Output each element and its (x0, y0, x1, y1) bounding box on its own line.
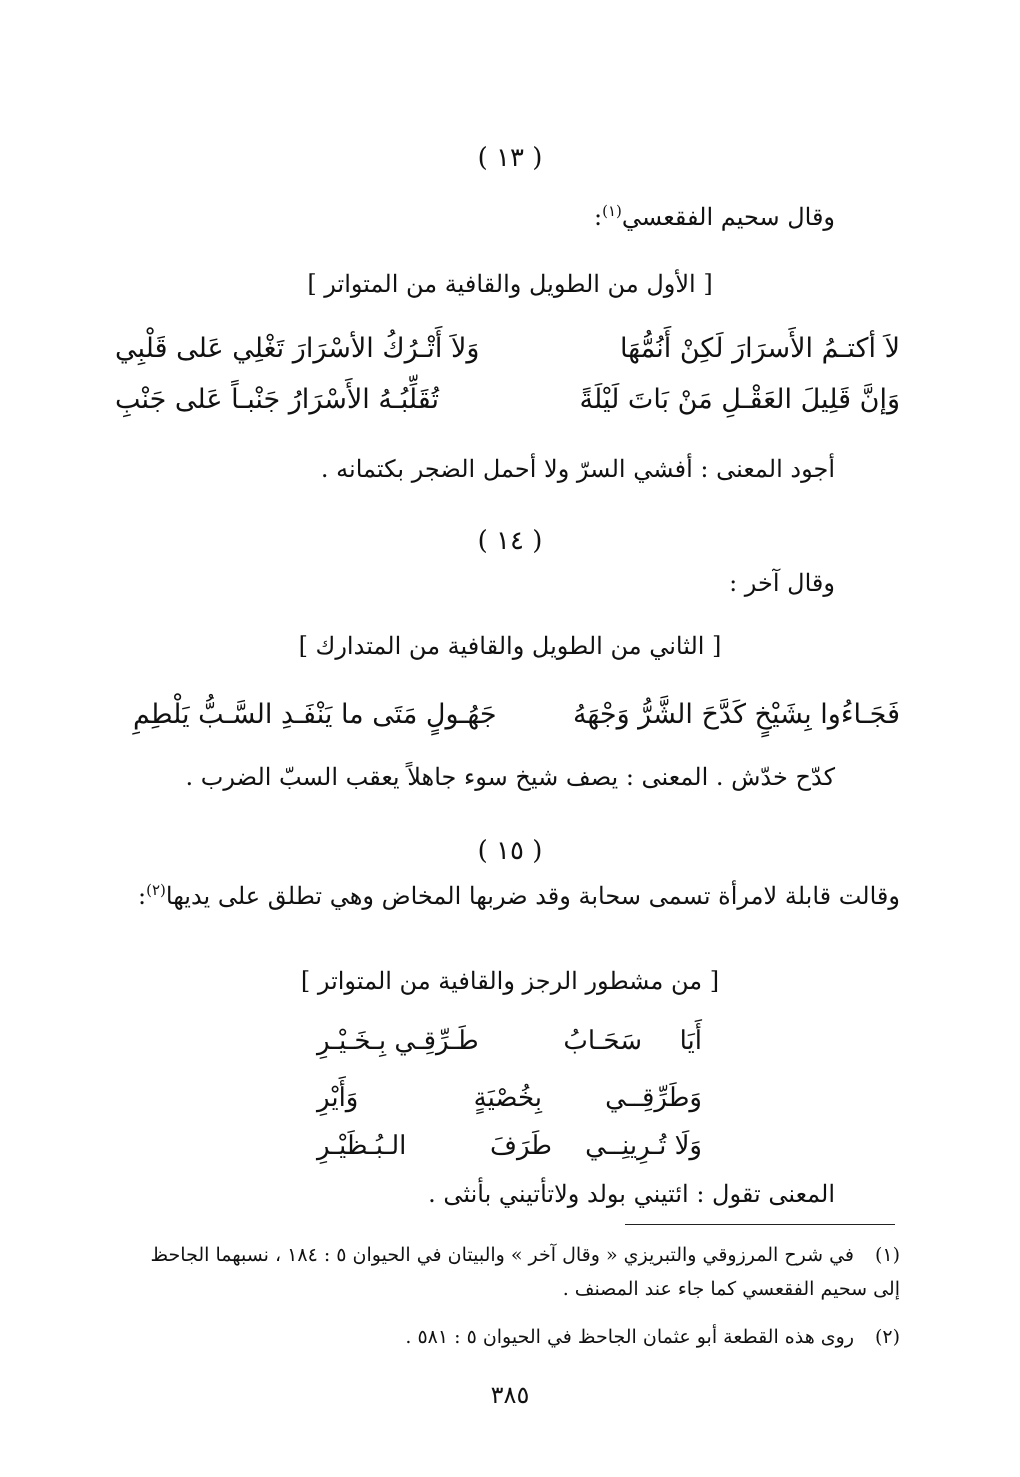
verse-second-hemistich: وَلاَ أَتْـرُكُ الأسْرَارَ تَغْلِي عَلى قَلْبِي (115, 333, 480, 364)
rajaz-word: أَيَا (679, 1026, 702, 1056)
intro-text: وقال سحيم الفقعسي (621, 203, 835, 231)
section-13-meter: [ الأول من الطويل والقافية من المتواتر ] (307, 270, 713, 298)
section-13-intro (594, 202, 835, 231)
footnote-text: في شرح المرزوقي والتبريزي « وقال آخر » والبيتان في الحيوان ٥ : ١٨٤ ، نسبهما الجاحظ إلى سحيم الفقعسي كما جاء عند المصنف . (150, 1244, 900, 1300)
section-14-meter: [ الثاني من الطويل والقافية من المتدارك ] (298, 632, 722, 660)
intro-colon: : (138, 882, 147, 910)
footnote-1 (120, 1238, 900, 1306)
section-14-intro: وقال آخر : (729, 569, 835, 597)
footnote-text: روى هذه القطعة أبو عثمان الجاحظ في الحيوان ٥ : ٥٨١ . (405, 1326, 854, 1348)
section-14-meaning: كدّح خدّش . المعنى : يصف شيخ سوء جاهلاً يعقب السبّ الضرب . (185, 763, 835, 791)
rajaz-word: طَرَفَ (490, 1131, 552, 1161)
verse-second-hemistich: جَهُـولٍ مَتَى ما يَنْفَـدِ السَّـبُّ يَلْطِمِ (133, 699, 497, 730)
rajaz-word: بِخُصْيَةٍ (473, 1083, 542, 1113)
footnote-ref-1: (١) (602, 202, 622, 220)
section-13-meaning: أجود المعنى : أفشي السرّ ولا أحمل الضجر بكتمانه . (320, 455, 835, 483)
intro-text: وقالت قابلة لامرأة تسمى سحابة وقد ضربها المخاض وهي تطلق على يديها (165, 882, 900, 910)
section-number-15: ( ١٥ ) (477, 836, 543, 866)
verse-first-hemistich: لاَ أكتـمُ الأَسرَارَ لَكِنْ أَنُمُّهَا (619, 333, 900, 364)
rajaz-line (317, 1026, 702, 1070)
intro-colon: : (593, 203, 603, 231)
section-15-intro (135, 868, 900, 918)
footnote-number: (١) (874, 1244, 900, 1266)
section-15-meter: [ من مشطور الرجز والقافية من المتواتر ] (300, 967, 720, 995)
rajaz-word: وَلَا تُـرِينِــي (585, 1131, 702, 1161)
verse-first-hemistich: فَجَـاءُوا بِشَيْخٍ كَدَّحَ الشَّرُّ وَجْهَهُ (572, 699, 900, 730)
verse-line (115, 333, 900, 379)
rajaz-word: الـبُـظَيْـرِ (317, 1131, 407, 1161)
footnote-divider (625, 1224, 895, 1225)
footnote-ref-2: (٢) (146, 881, 166, 899)
section-number-14: ( ١٤ ) (477, 526, 543, 556)
rajaz-word: وَطَرِّقِــي (605, 1083, 702, 1113)
rajaz-line (317, 1083, 702, 1127)
rajaz-word: وَأَيْرِ (317, 1083, 359, 1113)
section-15-meaning: المعنى تقول : ائتيني بولد ولاتأتيني بأنثى . (428, 1180, 835, 1208)
footnote-number: (٢) (874, 1326, 900, 1348)
verse-first-hemistich: وَإنَّ قَلِيلَ العَقْـلِ مَنْ بَاتَ لَيْلَةً (579, 384, 900, 415)
rajaz-word: طَـرِّقِـي بِـخَـيْـرِ (317, 1026, 479, 1056)
rajaz-line (317, 1131, 702, 1175)
page-number: ٣٨٥ (490, 1381, 530, 1409)
rajaz-word: سَحَـابُ (563, 1026, 642, 1056)
verse-line (115, 699, 900, 745)
footnote-2 (120, 1320, 900, 1354)
verse-second-hemistich: تُقَلِّبُـهُ الأَسْرَارُ جَنْبـاً عَلى جَنْبِ (115, 384, 439, 415)
verse-line (115, 384, 900, 430)
section-number-13: ( ١٣ ) (477, 143, 543, 173)
